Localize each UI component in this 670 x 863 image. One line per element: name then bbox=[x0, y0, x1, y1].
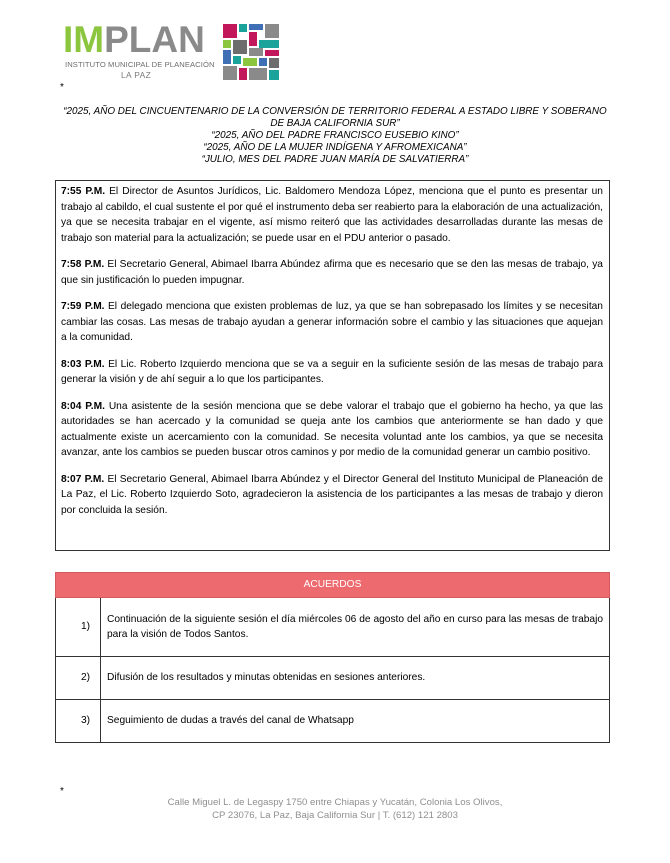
footer-asterisk: * bbox=[60, 786, 64, 797]
footer-line: CP 23076, La Paz, Baja California Sur | T. (612) 121 2803 bbox=[212, 810, 458, 821]
minute-entry bbox=[61, 299, 603, 346]
minute-entry bbox=[61, 184, 603, 246]
implan-logo bbox=[63, 19, 283, 82]
acuerdos-table bbox=[55, 572, 610, 743]
entry-time: 7:55 P.M. bbox=[61, 186, 106, 197]
agreement-number: 1) bbox=[56, 598, 101, 657]
entry-text: El Secretario General, Abimael Ibarra Abúndez afirma que es necesario que se den las mesas de trabajo, ya que sin justificación lo pueden impugnar. bbox=[61, 259, 603, 286]
logo-wordmark: IMPLAN bbox=[63, 19, 205, 60]
agreement-text: Continuación de la siguiente sesión el día miércoles 06 de agosto del año en curso para las mesas de trabajo para la visión de Todos Santos. bbox=[101, 598, 610, 657]
entry-time: 8:07 P.M. bbox=[61, 473, 105, 485]
minute-entry bbox=[61, 399, 603, 461]
table-row bbox=[56, 700, 610, 743]
agreement-number: 3) bbox=[56, 700, 101, 743]
minute-entry bbox=[61, 472, 603, 519]
official-mottos bbox=[60, 106, 610, 166]
entry-time: 7:58 P.M. bbox=[61, 259, 105, 270]
entry-time: 8:03 P.M. bbox=[61, 358, 105, 370]
minutes-box bbox=[55, 180, 610, 551]
motto-line: “2025, AÑO DEL PADRE FRANCISCO EUSEBIO KINO” bbox=[211, 130, 459, 141]
entry-time: 8:04 P.M. bbox=[61, 400, 105, 412]
entry-text: El Director de Asuntos Jurídicos, Lic. Baldomero Mendoza López, menciona que el punto es presentar un trabajo al cabildo, el cual sustente el por qué el instrumento deba ser reabierto para la elaboración de una actualización, ya que se necesita trabajar en el vigente, así mismo reiteró que las actividades desarrolladas durante las mesas de trabajo son material para la actualización; se puede usar en el PDU anterior o pasado. bbox=[61, 186, 603, 244]
entry-text: El delegado menciona que existen problemas de luz, ya que se han sobrepasado los límites y se necesitan cambiar las cosas. Las mesas de trabajo ayudan a generar información sobre el cambio y las situaciones que aquejan a la comunidad. bbox=[61, 301, 603, 343]
agreement-text: Difusión de los resultados y minutas obtenidas en sesiones anteriores. bbox=[101, 657, 610, 700]
entry-text: Una asistente de la sesión menciona que se debe valorar el trabajo que el gobierno ha hecho, ya que las autoridades se han acercado y la comunidad se queja ante los cambios que anteriormente se han dado y que actualmente existe un acercamiento con la comunidad. Se necesita voluntad ante los cambios, ya que se necesita avanzar, ante los cambios se pueden buscar otros caminos y por medio de la comunidad generar un cambio positivo. bbox=[61, 400, 603, 458]
motto-line: “JULIO, MES DEL PADRE JUAN MARÍA DE SALVATIERRA” bbox=[201, 154, 469, 165]
logo-subtitle: INSTITUTO MUNICIPAL DE PLANEACIÓN bbox=[65, 60, 215, 69]
footer-address bbox=[130, 796, 540, 822]
agreement-number: 2) bbox=[56, 657, 101, 700]
acuerdos-header-row bbox=[56, 573, 610, 598]
footer-line: Calle Miguel L. de Legaspy 1750 entre Chiapas y Yucatán, Colonia Los Olivos, bbox=[167, 797, 503, 808]
minute-entry bbox=[61, 257, 603, 288]
entry-time: 7:59 P.M. bbox=[61, 301, 105, 312]
motto-line: “2025, AÑO DE LA MUJER INDÍGENA Y AFROMEXICANA” bbox=[203, 142, 467, 153]
logo-mosaic-icon bbox=[223, 24, 279, 80]
agreement-text: Seguimiento de dudas a través del canal de Whatsapp bbox=[101, 700, 610, 743]
entry-text: El Secretario General, Abimael Ibarra Abúndez y el Director General del Instituto Municipal de Planeación de La Paz, el Lic. Roberto Izquierdo Soto, agradecieron la asistencia de los participantes a las mesas de trabajo y dieron por concluida la sesión. bbox=[61, 473, 603, 516]
table-row bbox=[56, 598, 610, 657]
acuerdos-title: ACUERDOS bbox=[56, 573, 610, 598]
minute-entry bbox=[61, 357, 603, 388]
entry-text: El Lic. Roberto Izquierdo menciona que se va a seguir en la suficiente sesión de las mesas de trabajo para generar la visión y de ahí seguir a lo que los participantes. bbox=[61, 358, 603, 385]
table-row bbox=[56, 657, 610, 700]
motto-line: “2025, AÑO DEL CINCUENTENARIO DE LA CONVERSIÓN DE TERRITORIO FEDERAL A ESTADO LIBRE Y SOBERANO DE BAJA CALIFORNIA SUR” bbox=[63, 106, 607, 129]
header-asterisk: * bbox=[60, 82, 64, 93]
logo-city: LA PAZ bbox=[121, 70, 152, 80]
